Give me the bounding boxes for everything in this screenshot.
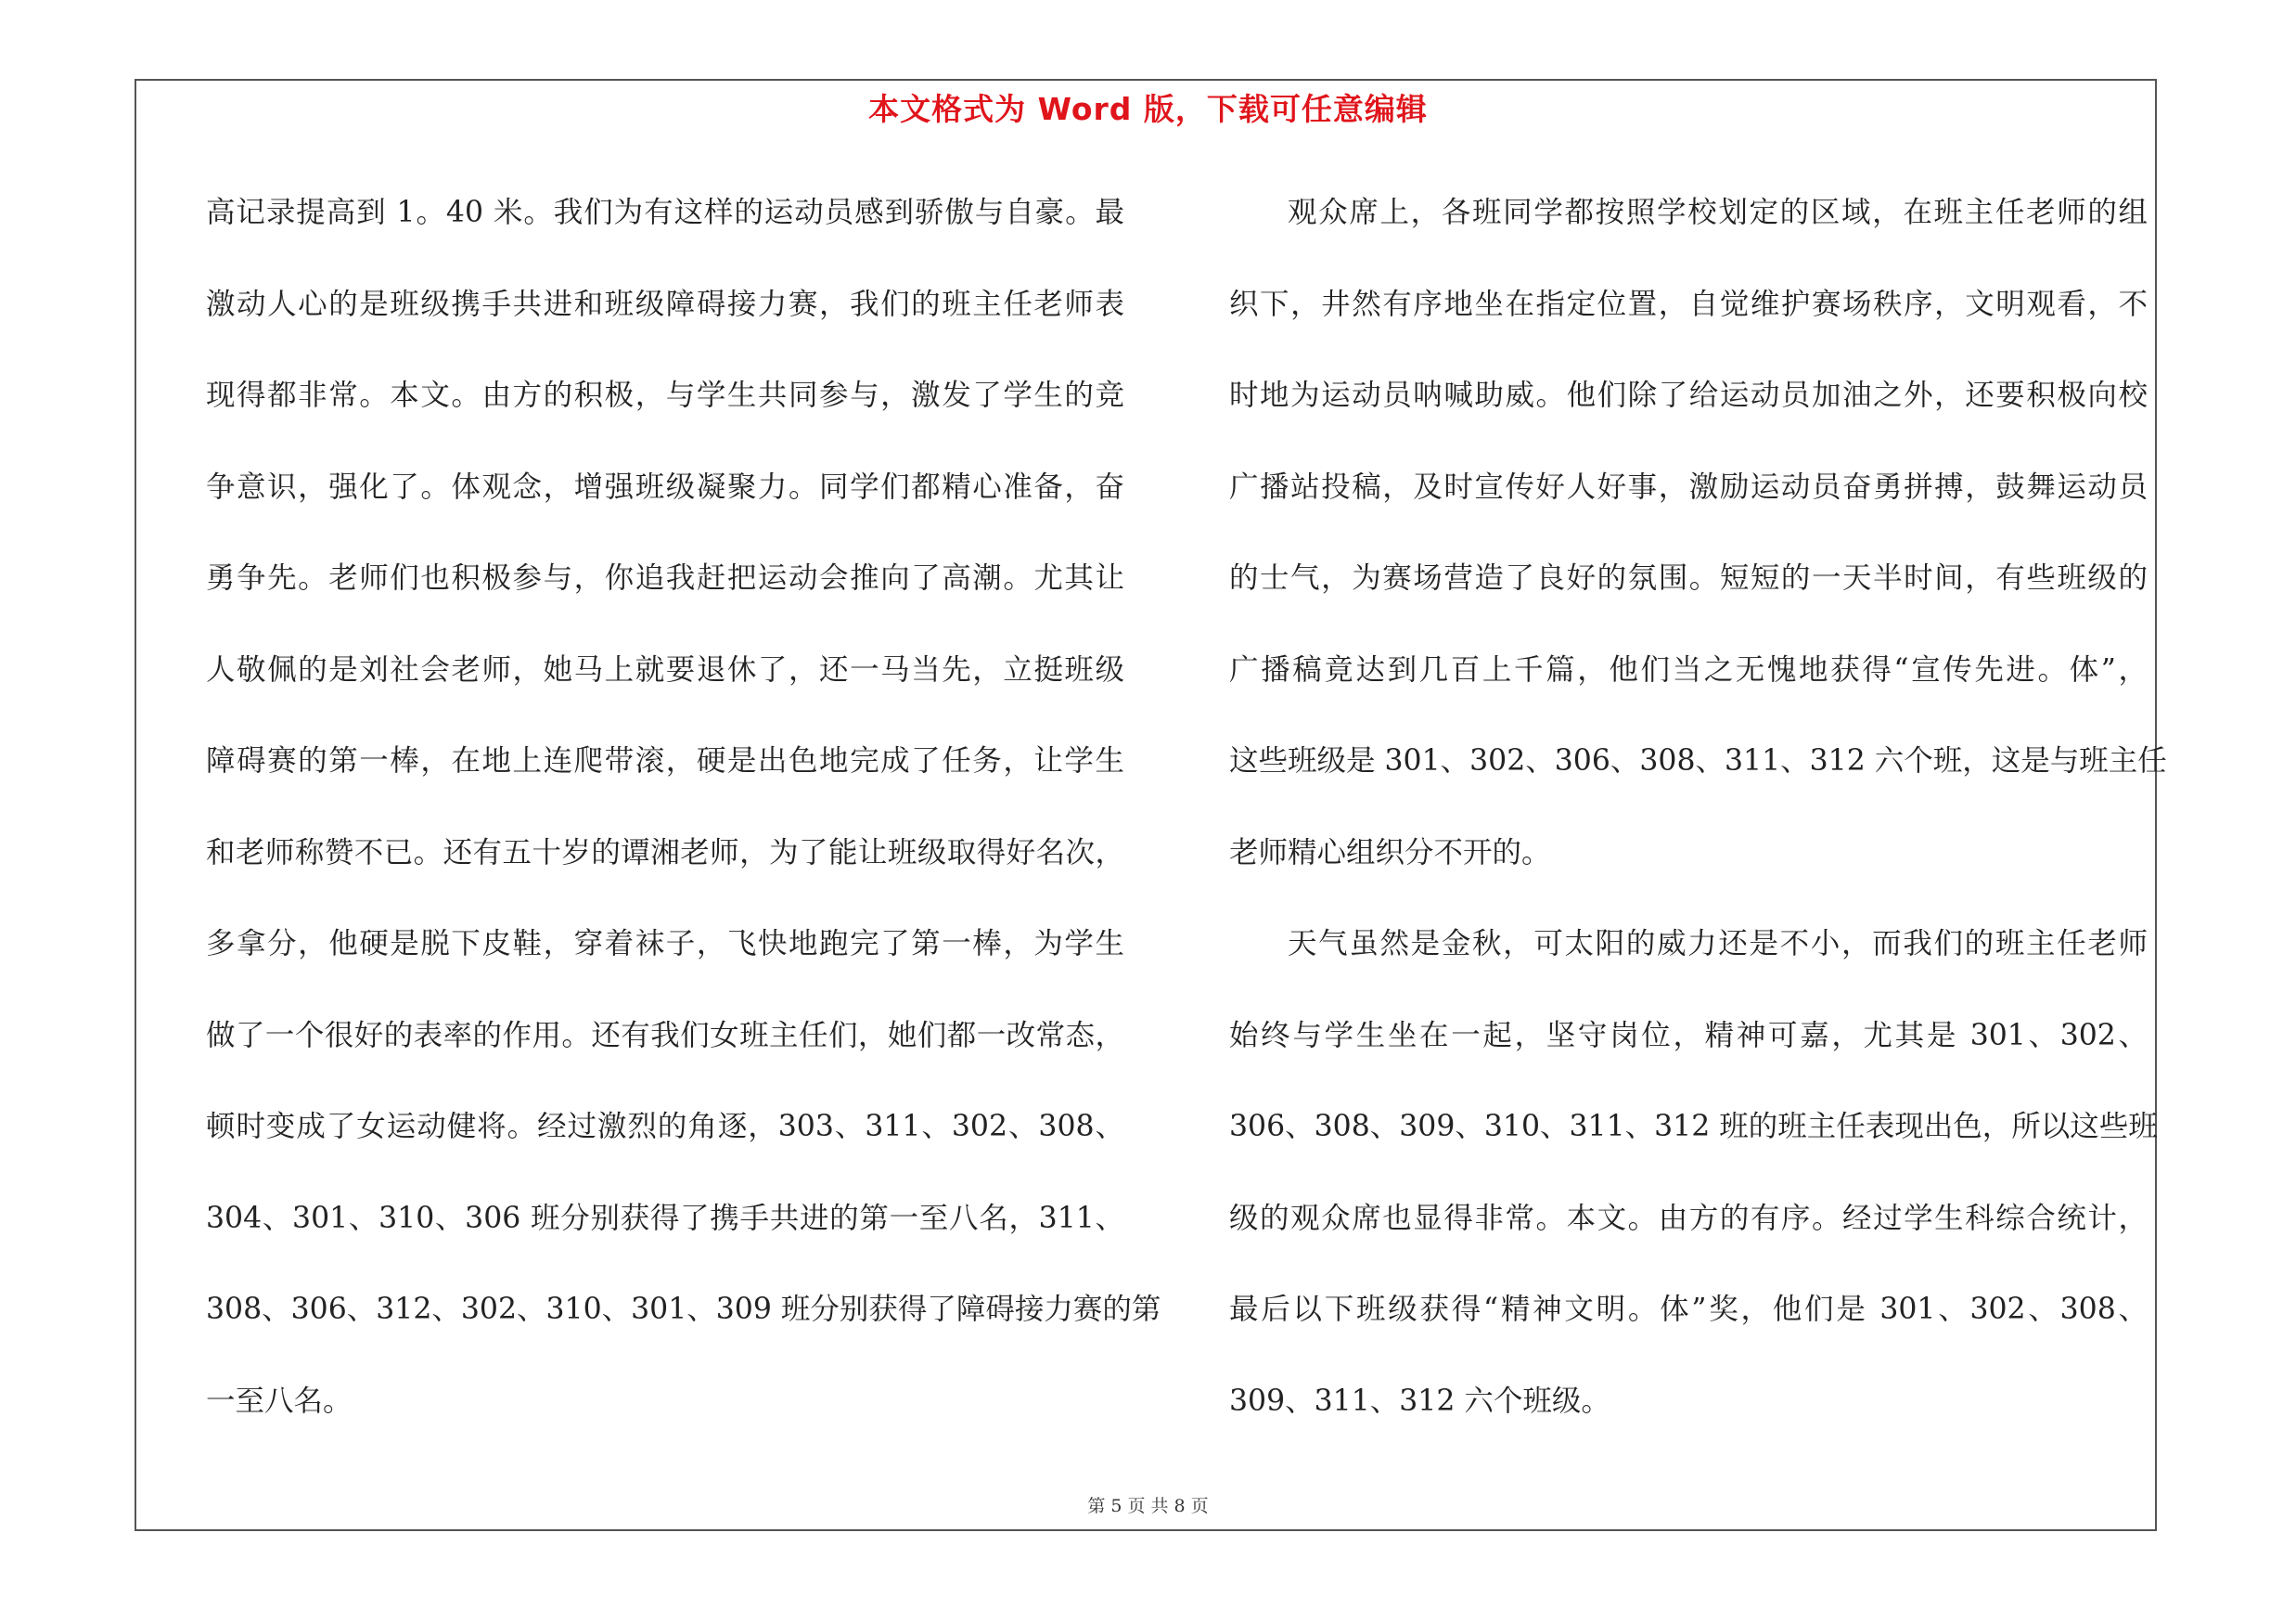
text-line: 广播站投稿，及时宣传好人好事，激励运动员奋勇拼搏，鼓舞运动员 [1229,470,2148,504]
text-line: 308、306、312、302、310、301、309 班分别获得了障碍接力赛的第 [206,1293,1161,1326]
text-line: 306、308、309、310、311、312 班的班主任表现出色，所以这些班 [1229,1110,2158,1143]
text-line: 高记录提高到 1。40 米。我们为有这样的运动员感到骄傲与自豪。最 [206,196,1124,229]
text-line: 勇争先。老师们也积极参与，你追我赶把运动会推向了高潮。尤其让 [206,561,1124,595]
text-line: 和老师称赞不已。还有五十岁的谭湘老师，为了能让班级取得好名次， [206,835,1124,869]
text-line: 304、301、310、306 班分别获得了携手共进的第一至八名，311、 [206,1201,1124,1235]
text-line: 顿时变成了女运动健将。经过激烈的角逐，303、311、302、308、 [206,1110,1124,1143]
text-line: 一至八名。 [206,1384,353,1418]
text-line: 广播稿竟达到几百上千篇，他们当之无愧地获得“宣传先进。体”， [1229,652,2148,687]
text-line: 始终与学生坐在一起，坚守岗位，精神可嘉，尤其是 301、302、 [1229,1018,2148,1052]
text-line: 激动人心的是班级携手共进和班级障碍接力赛，我们的班主任老师表 [206,287,1124,321]
text-line: 人敬佩的是刘社会老师，她马上就要退休了，还一马当先，立挺班级 [206,652,1124,687]
text-line: 老师精心组织分不开的。 [1229,835,1551,869]
text-line: 级的观众席也显得非常。本文。由方的有序。经过学生科综合统计， [1229,1201,2148,1235]
right-text-column [1229,167,2167,1447]
text-line: 最后以下班级获得“精神文明。体”奖，他们是 301、302、308、 [1229,1293,2148,1326]
text-line: 织下，井然有序地坐在指定位置，自觉维护赛场秩序，文明观看，不 [1229,287,2148,321]
word-format-banner: 本文格式为 Word 版，下载可任意编辑 [868,91,1428,127]
paragraph-first-line: 观众席上，各班同学都按照学校划定的区域，在班主任老师的组 [1288,196,2148,229]
text-line: 多拿分，他硬是脱下皮鞋，穿着袜子，飞快地跑完了第一棒，为学生 [206,927,1124,960]
text-line: 争意识，强化了。体观念，增强班级凝聚力。同学们都精心准备，奋 [206,470,1124,504]
text-line: 做了一个很好的表率的作用。还有我们女班主任们，她们都一改常态， [206,1018,1124,1052]
text-line: 障碍赛的第一棒，在地上连爬带滚，硬是出色地完成了任务，让学生 [206,744,1124,778]
left-text-column [206,167,1161,1447]
paragraph-first-line: 天气虽然是金秋，可太阳的威力还是不小，而我们的班主任老师 [1288,927,2148,960]
text-line: 这些班级是 301、302、306、308、311、312 六个班，这是与班主任 [1229,744,2167,778]
page-number-footer: 第 5 页 共 8 页 [1087,1496,1209,1516]
text-line: 现得都非常。本文。由方的积极，与学生共同参与，激发了学生的竞 [206,379,1124,412]
text-line: 的士气，为赛场营造了良好的氛围。短短的一天半时间，有些班级的 [1229,561,2148,595]
text-line: 309、311、312 六个班级。 [1229,1384,1610,1418]
text-line: 时地为运动员呐喊助威。他们除了给运动员加油之外，还要积极向校 [1229,379,2148,412]
